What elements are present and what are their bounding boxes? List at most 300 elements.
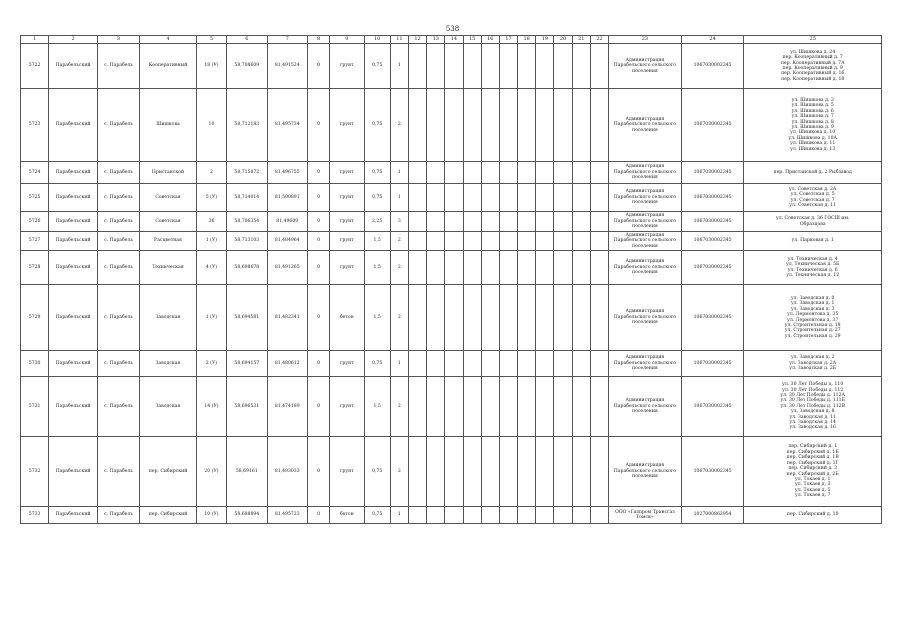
table-row xyxy=(21,162,882,184)
empty-cell xyxy=(572,44,590,89)
empty-cell xyxy=(590,507,608,524)
surface-cell: грунт xyxy=(330,184,364,212)
empty-cell xyxy=(427,377,445,437)
address-line: Образцова xyxy=(799,221,826,227)
empty-cell xyxy=(499,232,517,251)
address-line: ул. Заводская д. 11 xyxy=(789,414,836,420)
empty-cell xyxy=(554,212,572,232)
empty-cell xyxy=(518,184,536,212)
house-cell: 10 xyxy=(196,89,226,162)
empty-cell xyxy=(499,212,517,232)
column-number-23: 23 xyxy=(609,36,682,44)
district-cell: Парабельский xyxy=(49,232,98,251)
empty-cell xyxy=(445,162,463,184)
empty-cell xyxy=(463,212,481,232)
empty-cell xyxy=(572,232,590,251)
empty-cell xyxy=(590,212,608,232)
empty-cell xyxy=(481,89,499,162)
surface-cell: бетон xyxy=(330,507,364,524)
empty-cell xyxy=(499,377,517,437)
address-line: ул. Заводская д. 3 xyxy=(790,306,835,312)
col8-cell: 0 xyxy=(307,89,329,162)
address-line: пер. Кооперативный д. 9 xyxy=(782,66,843,71)
address-line: ул. Советская д. 11 xyxy=(789,202,837,208)
empty-cell xyxy=(445,44,463,89)
address-line: пер. Сибирский д. 10 xyxy=(786,512,839,518)
empty-cell xyxy=(536,44,554,89)
house-cell: 5 (У) xyxy=(196,184,226,212)
street-cell: Кооперативный xyxy=(140,44,197,89)
empty-cell xyxy=(499,162,517,184)
table-row xyxy=(21,351,882,377)
row-number: 5725 xyxy=(21,184,49,212)
empty-cell xyxy=(554,232,572,251)
longitude-cell: 81,495723 xyxy=(267,507,307,524)
row-number: 5729 xyxy=(21,285,49,351)
empty-cell xyxy=(427,351,445,377)
table-row xyxy=(21,212,882,232)
empty-cell xyxy=(554,184,572,212)
column-number-19: 19 xyxy=(536,36,554,44)
area-cell: 0,75 xyxy=(364,184,390,212)
count-cell: 1 xyxy=(390,184,408,212)
addresses-cell xyxy=(744,351,882,377)
latitude-cell: 58,713103 xyxy=(227,232,267,251)
addresses-cell xyxy=(744,285,882,351)
address-line: ул. Шишкова д. 6 xyxy=(791,108,834,114)
longitude-cell: 81,495734 xyxy=(267,89,307,162)
empty-cell xyxy=(445,377,463,437)
owner-cell: Администрация Парабельского сельского поселения xyxy=(609,285,682,351)
house-cell: 14 (У) xyxy=(196,377,226,437)
row-number: 5733 xyxy=(21,507,49,524)
empty-cell xyxy=(463,89,481,162)
house-cell: 10 (У) xyxy=(196,507,226,524)
address-line: ул. Лермонтова д. 35 xyxy=(787,312,839,318)
empty-cell xyxy=(590,285,608,351)
owner-cell: ООО «Газпром Трансгаз Томск» xyxy=(609,507,682,524)
empty-cell xyxy=(445,351,463,377)
address-line: ул. Строительная д. 29 xyxy=(784,333,841,339)
empty-cell xyxy=(427,44,445,89)
empty-cell xyxy=(408,184,426,212)
address-line: ул. Заводская д. 16 xyxy=(789,425,836,431)
empty-cell xyxy=(572,162,590,184)
empty-cell xyxy=(408,232,426,251)
empty-cell xyxy=(536,377,554,437)
house-cell: 1 (У) xyxy=(196,285,226,351)
column-number-22: 22 xyxy=(590,36,608,44)
empty-cell xyxy=(427,285,445,351)
empty-cell xyxy=(481,351,499,377)
empty-cell xyxy=(408,89,426,162)
column-number-9: 9 xyxy=(330,36,364,44)
empty-cell xyxy=(427,89,445,162)
area-cell: 0,75 xyxy=(364,351,390,377)
house-cell: 36 xyxy=(196,212,226,232)
empty-cell xyxy=(445,437,463,507)
latitude-cell: 58,712183 xyxy=(227,89,267,162)
empty-cell xyxy=(590,44,608,89)
street-cell: Расцветная xyxy=(140,232,197,251)
empty-cell xyxy=(572,351,590,377)
address-line: пер. Сибирский д. 2Б xyxy=(786,471,839,477)
addresses-cell xyxy=(744,212,882,232)
address-line: пер. Сибирский д. 1В xyxy=(786,455,839,461)
empty-cell xyxy=(463,285,481,351)
house-cell: 1 (У) xyxy=(196,232,226,251)
empty-cell xyxy=(481,437,499,507)
empty-cell xyxy=(518,212,536,232)
house-cell: 20 (У) xyxy=(196,437,226,507)
empty-cell xyxy=(554,251,572,285)
surface-cell: грунт xyxy=(330,44,364,89)
street-cell: Пристанской xyxy=(140,162,197,184)
column-number-15: 15 xyxy=(463,36,481,44)
empty-cell xyxy=(554,377,572,437)
count-cell: 2 xyxy=(390,251,408,285)
latitude-cell: 58,698678 xyxy=(227,251,267,285)
address-line: пер. Кооперативный д. 16 xyxy=(781,71,845,77)
addresses-cell xyxy=(744,184,882,212)
settlement-cell: с. Парабель xyxy=(97,251,139,285)
empty-cell xyxy=(518,285,536,351)
district-cell: Парабельский xyxy=(49,377,98,437)
addresses-cell xyxy=(744,89,882,162)
table-row xyxy=(21,437,882,507)
empty-cell xyxy=(536,507,554,524)
longitude-cell: 81,480612 xyxy=(267,351,307,377)
table-body xyxy=(21,44,882,524)
column-number-24: 24 xyxy=(681,36,744,44)
column-number-16: 16 xyxy=(481,36,499,44)
row-number: 5730 xyxy=(21,351,49,377)
latitude-cell: 58,688894 xyxy=(227,507,267,524)
empty-cell xyxy=(554,437,572,507)
address-line: ул. Заводская д. 0 xyxy=(790,295,835,301)
empty-cell xyxy=(536,184,554,212)
empty-cell xyxy=(590,377,608,437)
empty-cell xyxy=(463,377,481,437)
settlement-cell: с. Парабель xyxy=(97,44,139,89)
address-line: ул. Техническая д. 4 xyxy=(787,256,838,262)
empty-cell xyxy=(536,251,554,285)
longitude-cell: 81,482341 xyxy=(267,285,307,351)
owner-cell: Администрация Парабельского сельского поселения xyxy=(609,251,682,285)
empty-cell xyxy=(518,162,536,184)
column-number-13: 13 xyxy=(427,36,445,44)
street-cell: Заводская xyxy=(140,285,197,351)
table-row xyxy=(21,507,882,524)
address-line: ул. Шишкова д. 10 xyxy=(790,130,836,136)
col8-cell: 0 xyxy=(307,232,329,251)
empty-cell xyxy=(499,285,517,351)
count-cell: 1 xyxy=(390,507,408,524)
empty-cell xyxy=(481,212,499,232)
surface-cell: бетон xyxy=(330,285,364,351)
column-number-2: 2 xyxy=(49,36,98,44)
district-cell: Парабельский xyxy=(49,251,98,285)
address-line: пер. Пристанской д. 2 Рыбзавод xyxy=(773,169,852,175)
column-number-21: 21 xyxy=(572,36,590,44)
address-line: ул. Токаев д. 5 xyxy=(795,487,831,493)
district-cell: Парабельский xyxy=(49,44,98,89)
count-cell: 2 xyxy=(390,232,408,251)
address-line: ул. Токаев д. 1 xyxy=(795,476,831,482)
col8-cell: 0 xyxy=(307,251,329,285)
count-cell: 1 xyxy=(390,44,408,89)
empty-cell xyxy=(408,285,426,351)
address-line: ул. Заводская д. 8 xyxy=(790,409,835,415)
empty-cell xyxy=(518,377,536,437)
owner-cell: Администрация Парабельского сельского поселения xyxy=(609,437,682,507)
address-line: ул. Шишкова д. 9 xyxy=(791,125,834,130)
longitude-cell: 81,500891 xyxy=(267,184,307,212)
registry-table xyxy=(20,35,882,524)
column-number-12: 12 xyxy=(408,36,426,44)
owner-cell: Администрация Парабельского сельского поселения xyxy=(609,232,682,251)
district-cell: Парабельский xyxy=(49,89,98,162)
col8-cell: 0 xyxy=(307,285,329,351)
latitude-cell: 58,706354 xyxy=(227,212,267,232)
area-cell: 0,75 xyxy=(364,437,390,507)
column-number-18: 18 xyxy=(518,36,536,44)
empty-cell xyxy=(445,507,463,524)
empty-cell xyxy=(499,251,517,285)
column-number-25: 25 xyxy=(744,36,882,44)
empty-cell xyxy=(463,184,481,212)
count-cell: 1 xyxy=(390,162,408,184)
address-line: ул. Шишкова д. 10А xyxy=(788,135,838,141)
empty-cell xyxy=(408,162,426,184)
address-line: ул. Шишкова д. 8 xyxy=(791,119,834,125)
empty-cell xyxy=(445,212,463,232)
house-cell: 4 (У) xyxy=(196,251,226,285)
area-cell: 0,75 xyxy=(364,507,390,524)
area-cell: 1,5 xyxy=(364,251,390,285)
settlement-cell: с. Парабель xyxy=(97,162,139,184)
row-number: 5723 xyxy=(21,89,49,162)
latitude-cell: 58,714014 xyxy=(227,184,267,212)
empty-cell xyxy=(481,285,499,351)
address-line: ул. Шишкова д. 7 xyxy=(791,114,834,120)
address-line: ул. Шишкова д. 3 xyxy=(791,97,834,103)
table-row xyxy=(21,184,882,212)
count-cell: 2 xyxy=(390,285,408,351)
empty-cell xyxy=(590,89,608,162)
address-line: ул. Заводская д. 1 xyxy=(790,301,835,307)
address-line: ул. Советская д. 5 xyxy=(790,192,835,198)
street-cell: пер. Сибирский xyxy=(140,437,197,507)
street-cell: Советская xyxy=(140,184,197,212)
column-number-6: 6 xyxy=(227,36,267,44)
empty-cell xyxy=(499,44,517,89)
longitude-cell: 81,49609 xyxy=(267,212,307,232)
empty-cell xyxy=(463,437,481,507)
address-line: ул. Советская д. 2А xyxy=(789,186,837,192)
table-row xyxy=(21,44,882,89)
empty-cell xyxy=(572,437,590,507)
empty-cell xyxy=(518,507,536,524)
address-line: ул. Токаев д. 7 xyxy=(795,493,831,499)
latitude-cell: 58,694157 xyxy=(227,351,267,377)
owner-cell: Администрация Парабельского сельского поселения xyxy=(609,351,682,377)
area-cell: 2,25 xyxy=(364,212,390,232)
ogrn-cell: 1067030002345 xyxy=(681,251,744,285)
longitude-cell: 81,474189 xyxy=(267,377,307,437)
empty-cell xyxy=(408,251,426,285)
empty-cell xyxy=(408,44,426,89)
col8-cell: 0 xyxy=(307,44,329,89)
address-line: ул. 30 Лет Победы д. 112А xyxy=(780,392,846,398)
address-line: ул. Техническая д. 5Б xyxy=(786,262,840,268)
ogrn-cell: 1067030002345 xyxy=(681,162,744,184)
addresses-cell xyxy=(744,162,882,184)
owner-cell: Администрация Парабельского сельского поселения xyxy=(609,89,682,162)
ogrn-cell: 1067030002345 xyxy=(681,184,744,212)
addresses-cell xyxy=(744,437,882,507)
ogrn-cell: 1067030002345 xyxy=(681,437,744,507)
empty-cell xyxy=(554,162,572,184)
empty-cell xyxy=(481,44,499,89)
empty-cell xyxy=(481,251,499,285)
street-cell: Советская xyxy=(140,212,197,232)
address-line: ул. Шишкова д. 13 xyxy=(790,146,836,152)
empty-cell xyxy=(427,184,445,212)
district-cell: Парабельский xyxy=(49,507,98,524)
col8-cell: 0 xyxy=(307,377,329,437)
empty-cell xyxy=(463,507,481,524)
address-line: ул. Шишкова д. 5 xyxy=(791,103,834,109)
address-line: пер. Кооперативный д. 18 xyxy=(781,76,845,82)
row-number: 5728 xyxy=(21,251,49,285)
district-cell: Парабельский xyxy=(49,285,98,351)
empty-cell xyxy=(518,44,536,89)
table-row xyxy=(21,285,882,351)
address-line: ул. Заводская д. 14 xyxy=(789,420,836,426)
column-number-7: 7 xyxy=(267,36,307,44)
settlement-cell: с. Парабель xyxy=(97,351,139,377)
ogrn-cell: 1067030002345 xyxy=(681,212,744,232)
empty-cell xyxy=(499,437,517,507)
address-line: ул. Заводская д. 2Б xyxy=(789,366,837,372)
col8-cell: 0 xyxy=(307,212,329,232)
longitude-cell: 81,491524 xyxy=(267,44,307,89)
column-number-10: 10 xyxy=(364,36,390,44)
latitude-cell: 58,715872 xyxy=(227,162,267,184)
settlement-cell: с. Парабель xyxy=(97,285,139,351)
column-number-1: 1 xyxy=(21,36,49,44)
empty-cell xyxy=(463,232,481,251)
empty-cell xyxy=(572,184,590,212)
ogrn-cell: 1067030002345 xyxy=(681,377,744,437)
column-number-17: 17 xyxy=(499,36,517,44)
address-line: ул. Советская д. 7 xyxy=(790,197,835,203)
settlement-cell: с. Парабель xyxy=(97,184,139,212)
address-line: ул. 30 Лет Победы д. 112 xyxy=(782,387,844,393)
empty-cell xyxy=(572,251,590,285)
address-line: пер. Сибирский д. 3 xyxy=(788,466,838,472)
address-line: пер. Сибирский д. 1Г xyxy=(786,460,839,466)
address-line: пер. Сибирский д. 1Б xyxy=(786,449,839,455)
col8-cell: 0 xyxy=(307,184,329,212)
surface-cell: грунт xyxy=(330,251,364,285)
address-line: ул. Заводская д. 2 xyxy=(790,355,835,361)
empty-cell xyxy=(445,251,463,285)
owner-cell: Администрация Парабельского сельского поселения xyxy=(609,44,682,89)
address-line: ул. Парковая д. 1 xyxy=(791,238,834,244)
column-number-8: 8 xyxy=(307,36,329,44)
area-cell: 1,5 xyxy=(364,232,390,251)
count-cell: 2 xyxy=(390,377,408,437)
longitude-cell: 81,491265 xyxy=(267,251,307,285)
district-cell: Парабельский xyxy=(49,162,98,184)
surface-cell: грунт xyxy=(330,89,364,162)
column-number-5: 5 xyxy=(196,36,226,44)
district-cell: Парабельский xyxy=(49,184,98,212)
ogrn-cell: 1027000862954 xyxy=(681,507,744,524)
empty-cell xyxy=(499,184,517,212)
row-number: 5731 xyxy=(21,377,49,437)
empty-cell xyxy=(572,212,590,232)
empty-cell xyxy=(408,507,426,524)
empty-cell xyxy=(481,507,499,524)
empty-cell xyxy=(554,285,572,351)
empty-cell xyxy=(518,437,536,507)
empty-cell xyxy=(499,351,517,377)
surface-cell: грунт xyxy=(330,232,364,251)
owner-cell: Администрация Парабельского сельского поселения xyxy=(609,162,682,184)
district-cell: Парабельский xyxy=(49,351,98,377)
longitude-cell: 81,496755 xyxy=(267,162,307,184)
address-line: ул. 30 Лет Победы д. 111Б xyxy=(780,398,845,404)
count-cell: 2 xyxy=(390,89,408,162)
empty-cell xyxy=(499,89,517,162)
empty-cell xyxy=(536,285,554,351)
surface-cell: грунт xyxy=(330,437,364,507)
settlement-cell: с. Парабель xyxy=(97,212,139,232)
area-cell: 0,75 xyxy=(364,44,390,89)
settlement-cell: с. Парабель xyxy=(97,232,139,251)
empty-cell xyxy=(481,184,499,212)
col8-cell: 0 xyxy=(307,437,329,507)
address-line: ул. Техническая д. 6 xyxy=(787,267,838,273)
street-cell: Заводская xyxy=(140,377,197,437)
address-line: ул. Строительная д. 27 xyxy=(784,328,841,334)
area-cell: 0,75 xyxy=(364,162,390,184)
empty-cell xyxy=(554,507,572,524)
addresses-cell xyxy=(744,251,882,285)
latitude-cell: 58,694581 xyxy=(227,285,267,351)
street-cell: Техническая xyxy=(140,251,197,285)
empty-cell xyxy=(481,232,499,251)
table-row xyxy=(21,377,882,437)
latitude-cell: 58,708609 xyxy=(227,44,267,89)
surface-cell: грунт xyxy=(330,351,364,377)
address-line: ул. 30 Лет Победы д. 110 xyxy=(782,382,844,388)
count-cell: 1 xyxy=(390,351,408,377)
empty-cell xyxy=(554,351,572,377)
empty-cell xyxy=(536,232,554,251)
empty-cell xyxy=(590,251,608,285)
empty-cell xyxy=(590,437,608,507)
empty-cell xyxy=(536,89,554,162)
empty-cell xyxy=(572,507,590,524)
longitude-cell: 81,484964 xyxy=(267,232,307,251)
empty-cell xyxy=(536,351,554,377)
house-cell: 2 (У) xyxy=(196,351,226,377)
empty-cell xyxy=(518,251,536,285)
